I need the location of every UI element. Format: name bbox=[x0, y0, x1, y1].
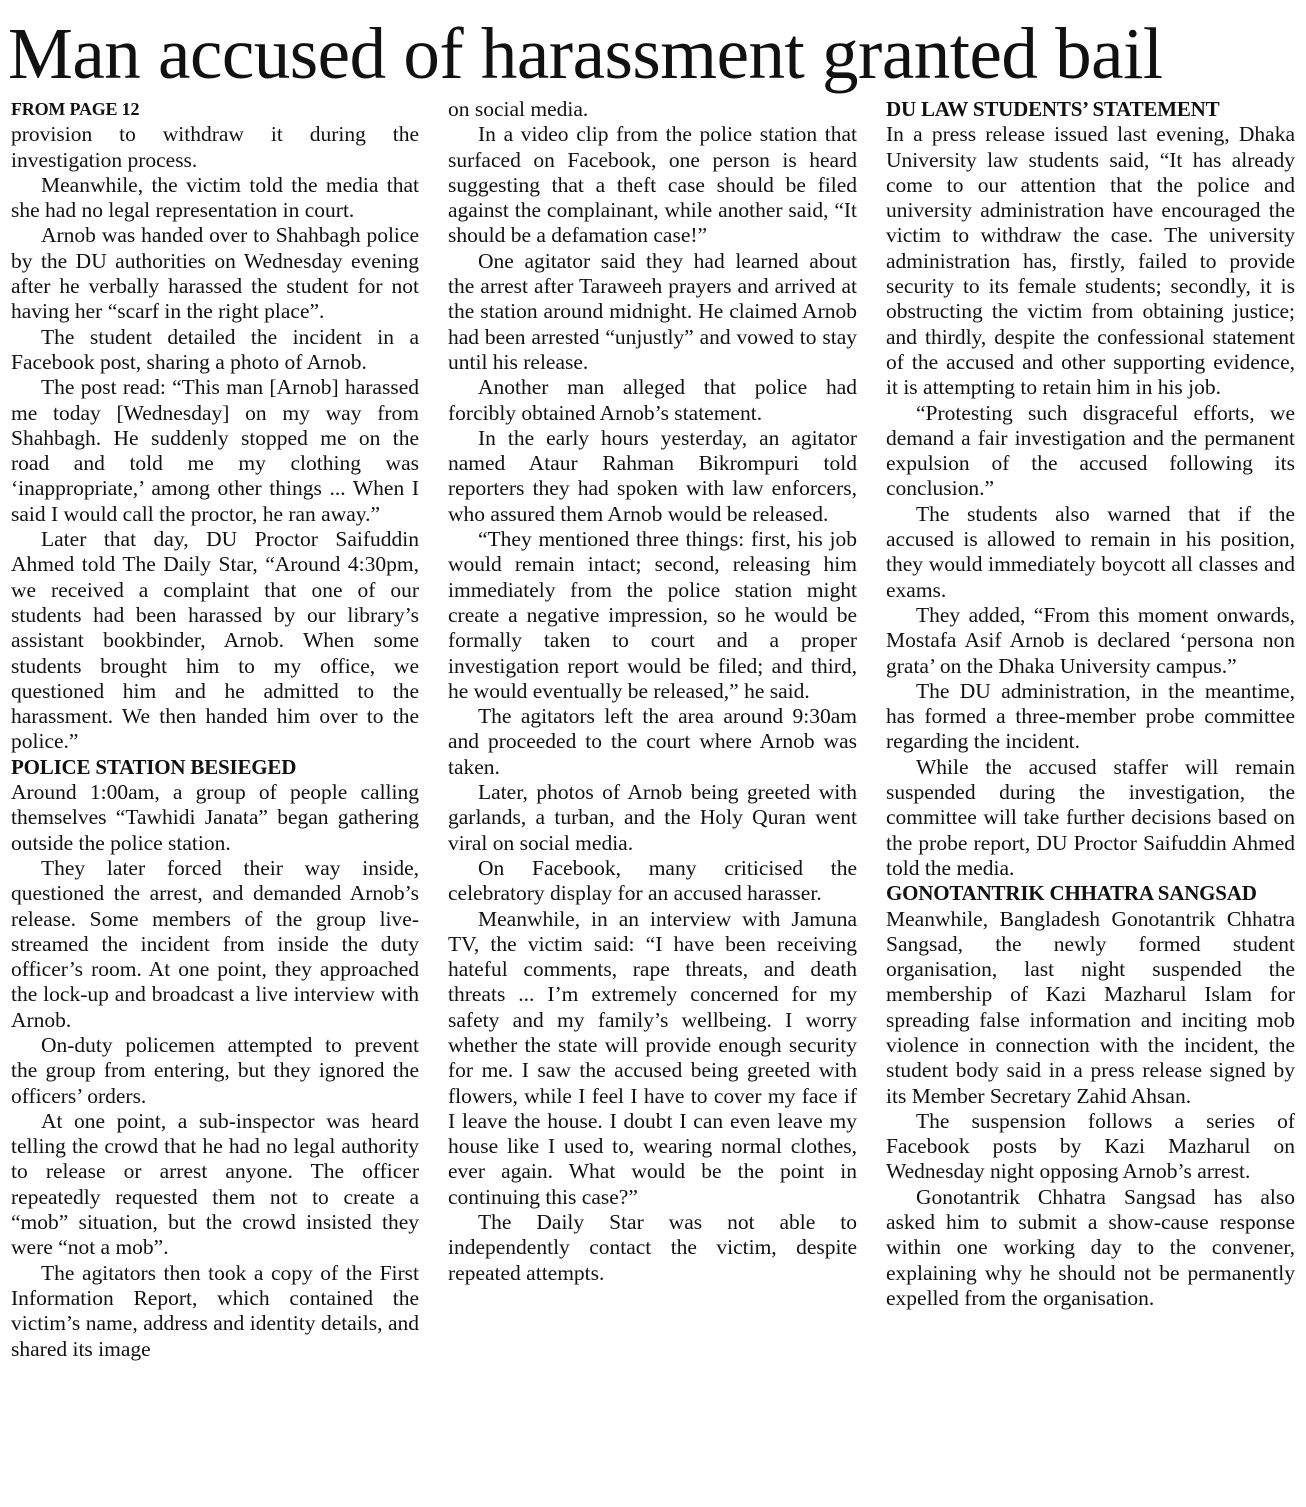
paragraph: Around 1:00am, a group of people calling themselves “Tawhidi Janata” began gathering outside the police station. bbox=[11, 780, 419, 855]
paragraph: While the accused staffer will remain suspended during the investigation, the committee will take further decisions based on the probe report, DU Proctor Saifuddin Ahmed told the media. bbox=[886, 754, 1295, 880]
paragraph: The agitators then took a copy of the First Information Report, which contained the victim’s name, address and identity details, and shared its image bbox=[11, 1260, 419, 1361]
paragraph: The Daily Star was not able to independently contact the victim, despite repeated attempts. bbox=[448, 1210, 857, 1285]
paragraph: The students also warned that if the accused is allowed to remain in his position, they would immediately boycott all classes and exams. bbox=[886, 501, 1295, 602]
paragraph: Meanwhile, in an interview with Jamuna TV, the victim said: “I have been receiving hateful comments, rape threats, and death threats ... I’m extremely concerned for my safety and my family’s wellbeing. I worry whether the state will provide enough security for me. I saw the accused being greeted with flowers, while I feel I have to cover my face if I leave the house. I doubt I can even leave my house like I used to, wearing normal clothes, ever again. What would be the point in continuing this case?” bbox=[448, 906, 857, 1209]
paragraph: On-duty policemen attempted to prevent the group from entering, but they ignored the officers’ orders. bbox=[11, 1032, 419, 1108]
paragraph: Gonotantrik Chhatra Sangsad has also asked him to submit a show-cause response within one working day to the convener, explaining why he should not be permanently expelled from the organisation. bbox=[886, 1184, 1295, 1310]
paragraph: The suspension follows a series of Facebook posts by Kazi Mazharul on Wednesday night opposing Arnob’s arrest. bbox=[886, 1108, 1295, 1184]
paragraph: Later, photos of Arnob being greeted with garlands, a turban, and the Holy Quran went viral on social media. bbox=[448, 780, 857, 855]
subhead-law-students: DU LAW STUDENTS’ STATEMENT bbox=[886, 97, 1220, 121]
paragraph: Later that day, DU Proctor Saifuddin Ahmed told The Daily Star, “Around 4:30pm, we received a complaint that one of our students had been harassed by our library’s assistant bookbinder, Arnob. When some students brought him to my office, we questioned him and he admitted to the harassment. We then handed him over to the police.” bbox=[11, 527, 419, 754]
paragraph: In a press release issued last evening, Dhaka University law students said, “It has already come to our attention that the police and university administration have encouraged the victim to withdraw the case. The university administration has, firstly, failed to provide security to its female students; secondly, it is obstructing the victim from obtaining justice; and thirdly, despite the confessional statement of the accused and other supporting evidence, it is attempting to retain him in his job. bbox=[886, 122, 1295, 400]
subhead-police-station: POLICE STATION BESIEGED bbox=[11, 754, 297, 779]
paragraph: “They mentioned three things: first, his job would remain intact; second, releasing him immediately from the police station might create a negative impression, so he would be formally taken to court and a proper investigation report would be filed; and third, he would eventually be released,” he said. bbox=[448, 527, 857, 703]
paragraph: provision to withdraw it during the investigation process. bbox=[11, 122, 419, 172]
paragraph: In the early hours yesterday, an agitator named Ataur Rahman Bikrompuri told reporters they had spoken with law enforcers, who assured them Arnob would be released. bbox=[448, 425, 857, 526]
paragraph: Meanwhile, the victim told the media that she had no legal representation in court. bbox=[11, 172, 419, 223]
article-column-3 bbox=[886, 97, 1295, 1497]
paragraph: They later forced their way inside, questioned the arrest, and demanded Arnob’s release. Some members of the group live-streamed the incident from inside the duty officer’s room. At one point, they approached the lock-up and broadcast a live interview with Arnob. bbox=[11, 855, 419, 1032]
paragraph: The agitators left the area around 9:30am and proceeded to the court where Arnob was taken. bbox=[448, 704, 857, 779]
paragraph: Meanwhile, Bangladesh Gonotantrik Chhatra Sangsad, the newly formed student organisation, last night suspended the membership of Kazi Mazharul Islam for spreading false information and inciting mob violence in connection with the incident, the student body said in a press release signed by its Member Secretary Zahid Ahsan. bbox=[886, 906, 1295, 1108]
paragraph: The post read: “This man [Arnob] harassed me today [Wednesday] on my way from Shahbagh. He suddenly stopped me on the road and told me my clothing was ‘inappropriate,’ among other things ... When I said I would call the proctor, he ran away.” bbox=[11, 375, 419, 526]
paragraph: The student detailed the incident in a Facebook post, sharing a photo of Arnob. bbox=[11, 324, 419, 374]
paragraph: on social media. bbox=[448, 97, 589, 121]
paragraph: The DU administration, in the meantime, has formed a three-member probe committee regarding the incident. bbox=[886, 678, 1295, 754]
paragraph: In a video clip from the police station that surfaced on Facebook, one person is heard suggesting that a theft case should be filed against the complainant, while another said, “It should be a defamation case!” bbox=[448, 122, 857, 248]
paragraph: Arnob was handed over to Shahbagh police by the DU authorities on Wednesday evening after he verbally harassed the student for not having her “scarf in the right place”. bbox=[11, 223, 419, 324]
article-column-1 bbox=[11, 97, 419, 1497]
paragraph: One agitator said they had learned about the arrest after Taraweeh prayers and arrived at the station around midnight. He claimed Arnob had been arrested “unjustly” and vowed to stay until his release. bbox=[448, 248, 857, 374]
paragraph: On Facebook, many criticised the celebratory display for an accused harasser. bbox=[448, 855, 857, 906]
paragraph: They added, “From this moment onwards, Mostafa Asif Arnob is declared ‘persona non grata’ on the Dhaka University campus.” bbox=[886, 602, 1295, 678]
article-column-2 bbox=[448, 97, 857, 1497]
paragraph: Another man alleged that police had forcibly obtained Arnob’s statement. bbox=[448, 375, 857, 425]
jump-kicker: FROM PAGE 12 bbox=[11, 99, 140, 119]
paragraph: At one point, a sub-inspector was heard telling the crowd that he had no legal authority to release or arrest anyone. The officer repeatedly requested them not to create a “mob” situation, but the crowd insisted they were “not a mob”. bbox=[11, 1108, 419, 1260]
paragraph: “Protesting such disgraceful efforts, we demand a fair investigation and the permanent expulsion of the accused following its conclusion.” bbox=[886, 400, 1295, 501]
subhead-chhatra-sangsad: GONOTANTRIK CHHATRA SANGSAD bbox=[886, 881, 1257, 906]
headline: Man accused of harassment granted bail bbox=[8, 13, 1163, 94]
